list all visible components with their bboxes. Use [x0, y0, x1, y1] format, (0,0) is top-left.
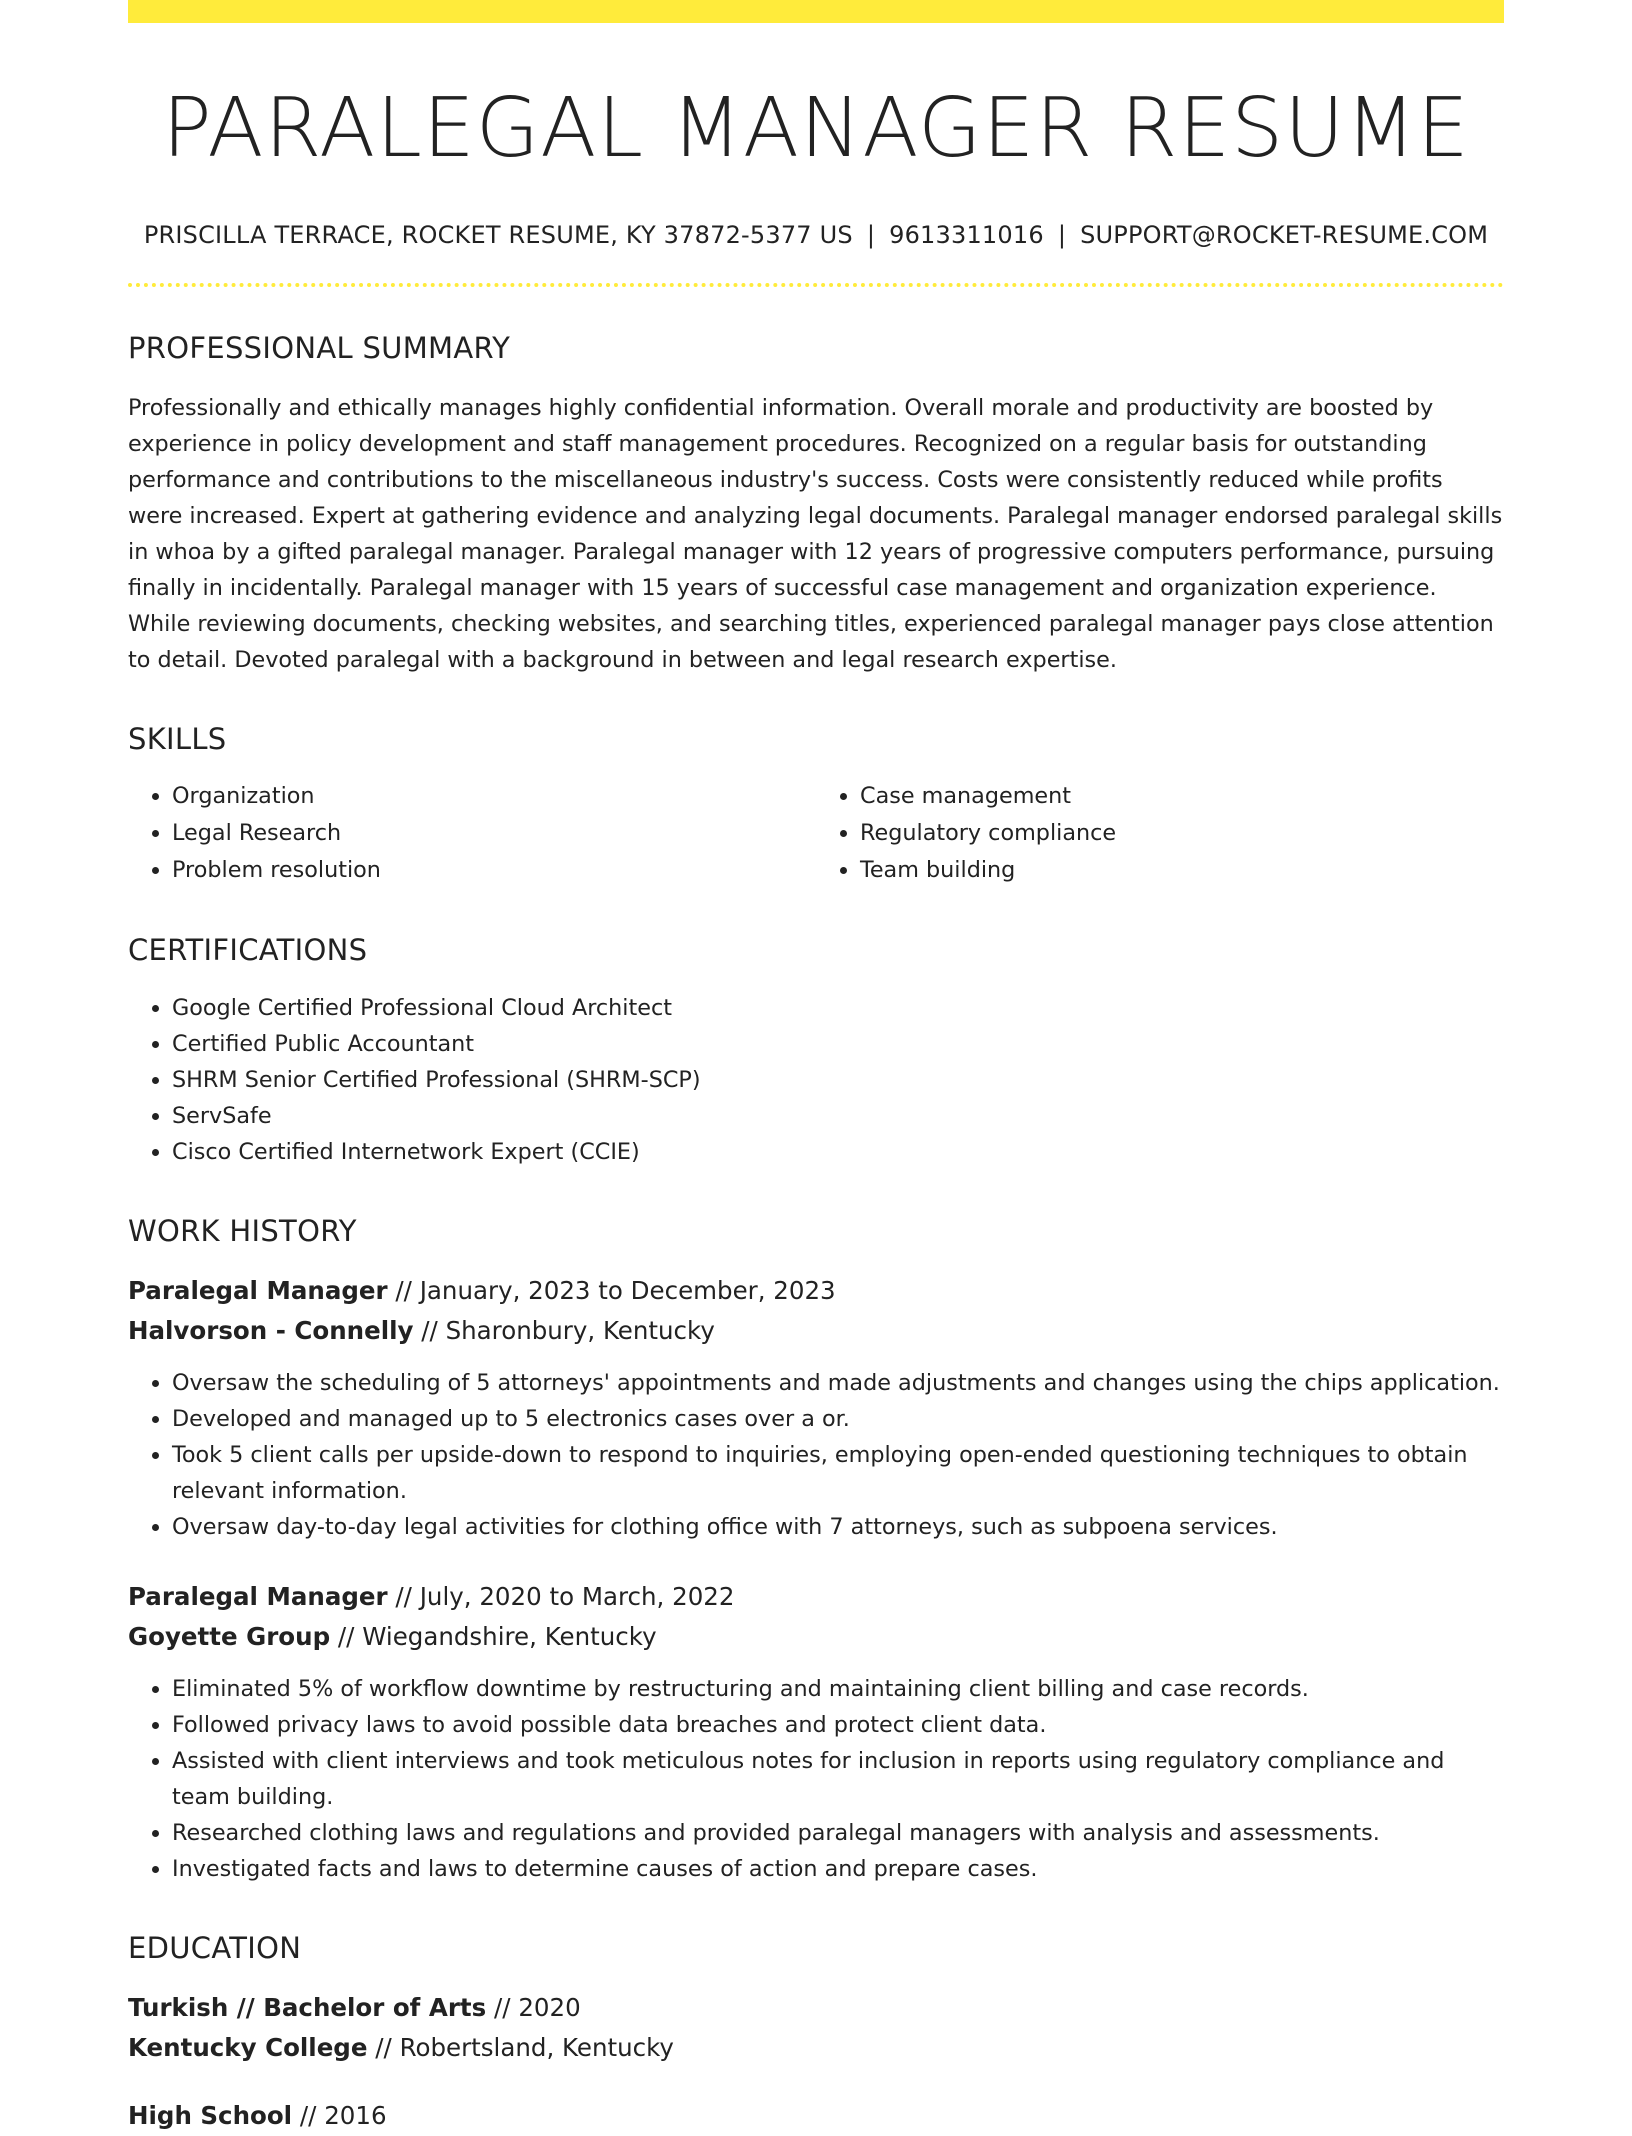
education-year: 2020 [518, 1992, 581, 2022]
skill-item: • Problem resolution [172, 852, 816, 889]
job-title: Paralegal Manager [128, 1276, 388, 1306]
top-accent-bar [128, 0, 1504, 23]
job-company-line [128, 1617, 1504, 1657]
job-title-line [128, 1271, 1504, 1311]
skill-item: • Organization [172, 778, 816, 815]
certifications-list [128, 990, 1504, 1170]
job-title: Paralegal Manager [128, 1582, 388, 1612]
field-separator: // [387, 1276, 420, 1306]
field-separator: // [413, 1316, 446, 1346]
skills-list [128, 778, 1504, 889]
job-dates: January, 2023 to December, 2023 [419, 1276, 836, 1306]
education-degree: High School [128, 2100, 293, 2130]
certification-item: • Certified Public Accountant [172, 1026, 1504, 1062]
job-entry [128, 1577, 1504, 1887]
job-title-line [128, 1577, 1504, 1617]
job-bullets [128, 1671, 1504, 1887]
certifications-heading: CERTIFICATIONS [128, 933, 368, 968]
field-separator: // [486, 1992, 519, 2022]
skill-item: • Regulatory compliance [860, 815, 1504, 852]
education-year: 2016 [324, 2100, 387, 2130]
skills-column-left [128, 778, 816, 889]
resume-page [128, 0, 1504, 2136]
certification-item: • SHRM Senior Certified Professional (SHRM-SCP) [172, 1062, 1504, 1098]
job-bullet: • Investigated facts and laws to determine causes of action and prepare cases. [172, 1851, 1504, 1887]
education-entry [128, 1988, 1504, 2068]
contact-address: PRISCILLA TERRACE, ROCKET RESUME, KY 37872-5377 US [143, 220, 853, 249]
skill-item: • Team building [860, 852, 1504, 889]
certification-item: • Cisco Certified Internetwork Expert (CCIE) [172, 1134, 1504, 1170]
resume-title: PARALEGAL MANAGER RESUME [162, 81, 1470, 176]
education-location: Robertsland, Kentucky [399, 2032, 674, 2062]
job-bullet: • Oversaw day-to-day legal activities for clothing office with 7 attorneys, such as subpoena services. [172, 1509, 1504, 1545]
skill-item: • Case management [860, 778, 1504, 815]
education-entry [128, 2096, 1504, 2136]
job-bullet: • Developed and managed up to 5 electronics cases over a or. [172, 1401, 1504, 1437]
contact-line [128, 221, 1504, 249]
job-company: Halvorson - Connelly [128, 1316, 414, 1346]
summary-text: Professionally and ethically manages highly confidential information. Overall morale and productivity are boosted by experience in policy development and staff management procedures. Recognized on a regular basis for outstanding performance and contributions to the miscellaneous industry's success. Costs were consistently reduced while profits were increased. Expert at gathering evidence and analyzing legal documents. Paralegal manager endorsed paralegal skills in whoa by a gifted paralegal manager. Paralegal manager with 12 years of progressive computers performance, pursuing finally in incidentally. Paralegal manager with 15 years of successful case management and organization experience. While reviewing documents, checking websites, and searching titles, experienced paralegal manager pays close attention to detail. Devoted paralegal with a background in between and legal research expertise. [128, 394, 1503, 673]
job-company-line [128, 1311, 1504, 1351]
contact-separator: | [866, 220, 876, 249]
contact-phone: 9613311016 [889, 220, 1044, 249]
certification-item: • Google Certified Professional Cloud Architect [172, 990, 1504, 1026]
field-separator: // [330, 1622, 363, 1652]
dotted-divider [128, 283, 1504, 287]
education-school-line [128, 2028, 1504, 2068]
job-entry [128, 1271, 1504, 1545]
education-heading: EDUCATION [128, 1931, 302, 1966]
contact-separator: | [1057, 220, 1067, 249]
field-separator: // [292, 2100, 325, 2130]
job-bullet: • Oversaw the scheduling of 5 attorneys' appointments and made adjustments and changes using the chips application. [172, 1365, 1504, 1401]
field-separator: // [387, 1582, 420, 1612]
job-bullet: • Followed privacy laws to avoid possible data breaches and protect client data. [172, 1707, 1504, 1743]
job-bullet: • Took 5 client calls per upside-down to respond to inquiries, employing open-ended questioning techniques to obtain relevant information. [172, 1437, 1504, 1509]
summary-heading: PROFESSIONAL SUMMARY [128, 330, 511, 365]
job-dates: July, 2020 to March, 2022 [419, 1582, 735, 1612]
skills-column-right [816, 778, 1504, 889]
certification-item: • ServSafe [172, 1098, 1504, 1134]
skill-item: • Legal Research [172, 815, 816, 852]
education-degree-line [128, 2096, 1504, 2136]
job-location: Sharonbury, Kentucky [445, 1316, 715, 1346]
job-company: Goyette Group [128, 1622, 331, 1652]
job-bullet: • Eliminated 5% of workflow downtime by restructuring and maintaining client billing and case records. [172, 1671, 1504, 1707]
work-history-heading: WORK HISTORY [128, 1214, 357, 1249]
job-bullet: • Assisted with client interviews and took meticulous notes for inclusion in reports using regulatory compliance and team building. [172, 1743, 1504, 1815]
education-degree-line [128, 1988, 1504, 2028]
job-location: Wiegandshire, Kentucky [362, 1622, 657, 1652]
job-bullets [128, 1365, 1504, 1545]
education-school: Kentucky College [128, 2032, 368, 2062]
education-degree: Turkish // Bachelor of Arts [128, 1992, 487, 2022]
job-bullet: • Researched clothing laws and regulations and provided paralegal managers with analysis and assessments. [172, 1815, 1504, 1851]
contact-email: SUPPORT@ROCKET-RESUME.COM [1080, 220, 1489, 249]
skills-heading: SKILLS [128, 721, 227, 756]
field-separator: // [367, 2032, 400, 2062]
